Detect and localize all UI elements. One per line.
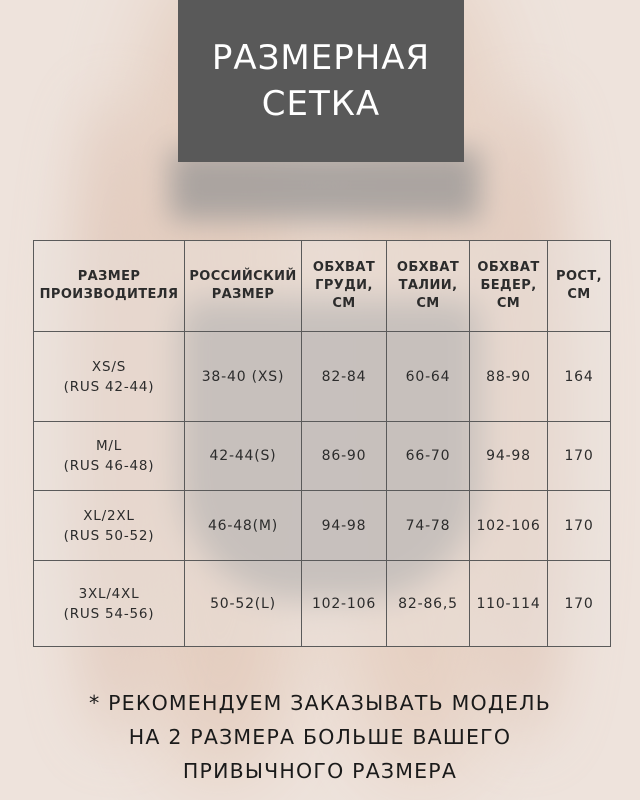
- note-line-2: НА 2 РАЗМЕРА БОЛЬШЕ ВАШЕГО: [128, 725, 512, 749]
- size-table: [33, 240, 610, 647]
- cell-waist: 66-70: [387, 422, 470, 491]
- table-row: [34, 332, 611, 422]
- header-waist: ОБХВАТ ТАЛИИ, СМ: [387, 241, 470, 332]
- header-hips: ОБХВАТ БЕДЕР, СМ: [470, 241, 548, 332]
- cell-russian-size: 50-52(L): [185, 561, 302, 647]
- table-row: [34, 561, 611, 647]
- size-recommendation-note: [0, 686, 640, 788]
- title-line-1: РАЗМЕРНАЯ: [211, 38, 431, 78]
- table-header-row: [34, 241, 611, 332]
- cell-chest: 86-90: [302, 422, 387, 491]
- cell-russian-size: 38-40 (XS): [185, 332, 302, 422]
- cell-chest: 82-84: [302, 332, 387, 422]
- cell-chest: 94-98: [302, 491, 387, 561]
- cell-manufacturer-size: XL/2XL (RUS 50-52): [34, 491, 185, 561]
- cell-height: 170: [548, 422, 611, 491]
- header-manufacturer-size: РАЗМЕР ПРОИЗВОДИТЕЛЯ: [34, 241, 185, 332]
- cell-manufacturer-size: 3XL/4XL (RUS 54-56): [34, 561, 185, 647]
- cell-russian-size: 42-44(S): [185, 422, 302, 491]
- cell-height: 170: [548, 561, 611, 647]
- cell-waist: 60-64: [387, 332, 470, 422]
- header-russian-size: РОССИЙСКИЙ РАЗМЕР: [185, 241, 302, 332]
- cell-hips: 110-114: [470, 561, 548, 647]
- cell-hips: 88-90: [470, 332, 548, 422]
- title-banner: [178, 0, 464, 162]
- note-line-1: * РЕКОМЕНДУЕМ ЗАКАЗЫВАТЬ МОДЕЛЬ: [88, 691, 552, 715]
- cell-russian-size: 46-48(M): [185, 491, 302, 561]
- table-row: [34, 422, 611, 491]
- cell-manufacturer-size: XS/S (RUS 42-44): [34, 332, 185, 422]
- title-line-2: СЕТКА: [261, 84, 381, 124]
- note-line-3: ПРИВЫЧНОГО РАЗМЕРА: [182, 759, 458, 783]
- table-row: [34, 491, 611, 561]
- header-chest: ОБХВАТ ГРУДИ, СМ: [302, 241, 387, 332]
- cell-chest: 102-106: [302, 561, 387, 647]
- cell-waist: 82-86,5: [387, 561, 470, 647]
- cell-height: 164: [548, 332, 611, 422]
- cell-hips: 102-106: [470, 491, 548, 561]
- cell-height: 170: [548, 491, 611, 561]
- cell-manufacturer-size: M/L (RUS 46-48): [34, 422, 185, 491]
- cell-hips: 94-98: [470, 422, 548, 491]
- cell-waist: 74-78: [387, 491, 470, 561]
- header-height: РОСТ, СМ: [548, 241, 611, 332]
